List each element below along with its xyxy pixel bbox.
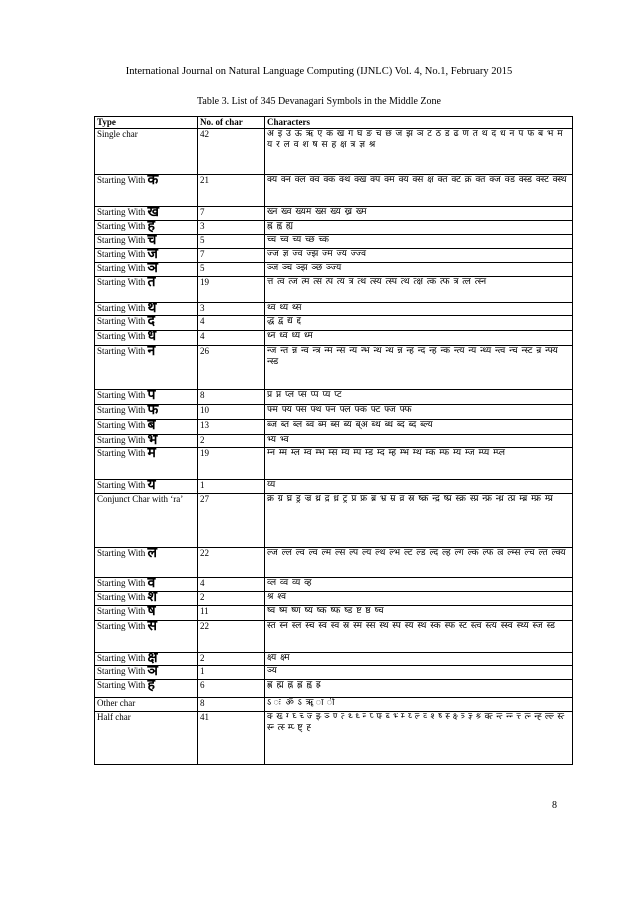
- row-characters: च्च च्व च्य च्छ च्क: [265, 235, 573, 249]
- row-type: Starting With: [97, 666, 146, 676]
- row-type-cell: [95, 592, 198, 606]
- row-lead-char: ञ: [147, 261, 158, 276]
- row-lead-char: स: [147, 619, 157, 634]
- table-row: [95, 207, 573, 221]
- row-type-cell: [95, 548, 198, 578]
- journal-header: International Journal on Natural Language Computing (IJNLC) Vol. 4, No.1, February 2015: [125, 66, 513, 77]
- row-type-cell: [95, 390, 198, 405]
- row-characters: ह्न ह्व ह्य: [265, 221, 573, 235]
- row-type: Starting With: [97, 235, 146, 245]
- row-characters: व्ल व्व व्य व्ह: [265, 578, 573, 592]
- row-characters: ख्न ख्व ख्यम ख्स ख्य ख्र ख्म: [265, 207, 573, 221]
- row-count: 22: [198, 621, 265, 653]
- table-row: [95, 480, 573, 494]
- row-type: Starting With: [97, 606, 146, 616]
- row-characters: श्र श्व: [265, 592, 573, 606]
- row-type: Starting With: [97, 548, 146, 558]
- row-type-cell: [95, 277, 198, 303]
- row-type: Starting With: [97, 303, 146, 313]
- row-lead-char: प: [147, 388, 156, 403]
- row-type: Starting With: [97, 175, 146, 185]
- row-type-cell: [95, 249, 198, 263]
- row-type: Starting With: [97, 680, 146, 690]
- row-characters: य्य: [265, 480, 573, 494]
- row-type: Starting With: [97, 390, 146, 400]
- row-lead-char: ध: [147, 329, 157, 344]
- row-type: Starting With: [97, 249, 146, 259]
- row-count: 2: [198, 435, 265, 448]
- row-characters: क्ष्य क्ष्म: [265, 653, 573, 666]
- row-count: 4: [198, 316, 265, 331]
- row-type-cell: [95, 420, 198, 435]
- row-characters: द्ध द्व द्य द्द: [265, 316, 573, 331]
- row-type: Other char: [97, 698, 136, 708]
- row-type: Single char: [97, 129, 138, 139]
- table-row: [95, 494, 573, 548]
- row-characters: भ्य भ्व: [265, 435, 573, 448]
- row-characters: फ्म फ्य फ्स फ्थ फ्न फ्ल फ्क फ्ट फ्ज फ्फ: [265, 405, 573, 420]
- row-count: 27: [198, 494, 265, 548]
- row-type-cell: [95, 221, 198, 235]
- row-count: 41: [198, 712, 265, 765]
- row-lead-char: फ: [147, 403, 159, 418]
- row-count: 2: [198, 592, 265, 606]
- row-type: Starting With: [97, 578, 146, 588]
- row-type-cell: [95, 405, 198, 420]
- table-row: [95, 390, 573, 405]
- row-characters: ब्ज ब्त ब्ल ब्व ब्म ब्स ब्य ब्अ ब्थ ब्ध ब्द ब्द ब्ल्य: [265, 420, 573, 435]
- row-type: Starting With: [97, 405, 146, 415]
- row-type: Half char: [97, 712, 131, 722]
- row-count: 1: [198, 480, 265, 494]
- table-row: [95, 303, 573, 316]
- row-type-cell: [95, 346, 198, 390]
- row-type: Starting With: [97, 480, 146, 490]
- row-type-cell: [95, 448, 198, 480]
- table-row: [95, 578, 573, 592]
- row-type-cell: [95, 653, 198, 666]
- row-characters: ञ्ज ञ्च ञ्झ ञ्छ ञ्ज्य: [265, 263, 573, 277]
- row-type: Conjunct Char with ‘ra’: [97, 494, 184, 504]
- column-header-type: Type: [95, 117, 198, 129]
- row-type-cell: [95, 666, 198, 680]
- row-type: Starting With: [97, 207, 146, 217]
- row-type-cell: [95, 494, 198, 548]
- row-count: 26: [198, 346, 265, 390]
- row-count: 21: [198, 175, 265, 207]
- column-header-count: No. of char: [198, 117, 265, 129]
- table-row: [95, 420, 573, 435]
- row-type-cell: [95, 263, 198, 277]
- table-row: [95, 221, 573, 235]
- symbols-table: [94, 116, 573, 765]
- row-characters: म्न म्म म्ल म्व म्भ म्स म्य म्प म्ड म्द म्ह म्भ म्थ म्क म्फ म्य म्ज म्प्य म्प्ल: [265, 448, 573, 480]
- row-lead-char: ह: [147, 678, 155, 693]
- table-row: [95, 346, 573, 390]
- row-type-cell: [95, 175, 198, 207]
- row-lead-char: थ: [147, 301, 157, 316]
- row-characters: ह्ण ह्म ह्न ह्ल ह्व ह्र: [265, 680, 573, 698]
- row-lead-char: ञ: [147, 664, 158, 679]
- row-type-cell: [95, 578, 198, 592]
- table-row: [95, 235, 573, 249]
- table-row: [95, 316, 573, 331]
- row-characters: स्त स्न स्ल स्च स्व स्व स्र स्म स्स स्थ स्प स्य स्थ स्क स्फ स्ट स्त्व स्त्य स्स्व स्थ्य स्ज स्ड: [265, 621, 573, 653]
- table-caption: Table 3. List of 345 Devanagari Symbols in the Middle Zone: [197, 96, 441, 107]
- table-row: [95, 621, 573, 653]
- row-count: 3: [198, 303, 265, 316]
- table-row: [95, 405, 573, 420]
- row-type-cell: [95, 680, 198, 698]
- row-lead-char: त: [147, 275, 156, 290]
- table-body: [95, 129, 573, 765]
- row-type: Starting With: [97, 592, 146, 602]
- row-type-cell: [95, 712, 198, 765]
- row-lead-char: क्ष: [147, 651, 158, 666]
- row-lead-char: श: [147, 590, 158, 605]
- row-type-cell: [95, 480, 198, 494]
- row-type-cell: [95, 207, 198, 221]
- row-type-cell: [95, 606, 198, 621]
- row-type: Starting With: [97, 346, 146, 356]
- row-characters: प्र प्न प्ल प्स प्प प्य प्ट: [265, 390, 573, 405]
- row-lead-char: य: [147, 478, 156, 493]
- row-lead-char: म: [147, 446, 156, 461]
- row-type-cell: [95, 316, 198, 331]
- row-lead-char: ष: [147, 604, 156, 619]
- row-lead-char: ब: [147, 418, 156, 433]
- row-characters: ल्ज ल्ल ल्व ल्व ल्म ल्स ल्प ल्य ल्थ ल्भ ल्ट ल्ड ल्द ल्ह ल्ग ल्क ल्फ ल्र ल्म्स ल्च ल्त ल्क्य: [265, 548, 573, 578]
- row-type-cell: [95, 303, 198, 316]
- table-row: [95, 249, 573, 263]
- row-lead-char: क: [147, 173, 159, 188]
- row-characters: ञ्य: [265, 666, 573, 680]
- row-type: Starting With: [97, 653, 146, 663]
- row-characters: ज्ज ज्ञ ज्व ज्झ ज्म ज्य ज्ज्व: [265, 249, 573, 263]
- row-count: 1: [198, 666, 265, 680]
- row-lead-char: ह: [147, 219, 155, 234]
- row-lead-char: च: [147, 233, 157, 248]
- row-lead-char: व: [147, 576, 156, 591]
- row-type: Starting With: [97, 448, 146, 458]
- row-count: 19: [198, 277, 265, 303]
- row-type: Starting With: [97, 277, 146, 287]
- row-lead-char: द: [147, 314, 155, 329]
- row-characters: ऽ ः ॐ ऽ ॠ ा ी: [265, 698, 573, 712]
- table-header-row: [95, 117, 573, 129]
- row-count: 8: [198, 698, 265, 712]
- row-type: Starting With: [97, 621, 146, 631]
- row-characters: अ इ उ ऊ ऋ ए क ख ग घ ङ च छ ज झ ञ ट ठ ड ढ ण त थ द ध न प फ ब भ म य र ल व श ष स ह क्ष त्र ज्ञ श्र: [265, 129, 573, 175]
- row-lead-char: भ: [147, 433, 158, 448]
- table-row: [95, 263, 573, 277]
- row-count: 19: [198, 448, 265, 480]
- row-type: Starting With: [97, 435, 146, 445]
- table-row: [95, 331, 573, 346]
- row-lead-char: ज: [147, 247, 158, 262]
- row-count: 42: [198, 129, 265, 175]
- row-type: Starting With: [97, 420, 146, 430]
- table-row: [95, 698, 573, 712]
- row-count: 11: [198, 606, 265, 621]
- row-lead-char: ख: [147, 205, 159, 220]
- row-type: Starting With: [97, 221, 146, 231]
- table-row: [95, 448, 573, 480]
- row-characters: ध्न ध्व ध्य ध्म: [265, 331, 573, 346]
- table-row: [95, 435, 573, 448]
- row-count: 5: [198, 263, 265, 277]
- row-type: Starting With: [97, 263, 146, 273]
- column-header-characters: Characters: [265, 117, 573, 129]
- row-count: 22: [198, 548, 265, 578]
- row-type-cell: [95, 235, 198, 249]
- row-count: 4: [198, 331, 265, 346]
- row-type-cell: [95, 621, 198, 653]
- row-characters: क्‍ ख्‍ ग्‍ घ्‍ च्‍ ज्‍ झ्‍ ञ्‍ ण्‍ त्‍ थ्‍ ध्‍ न्‍ प्‍ फ्‍ ब्‍ भ्‍ म्‍ य्‍ ल्‍ व्‍ श्‍ ष्‍ स्‍ क्ष्‍ त्र्‍ ज्ञ्‍ श्र्‍ क्त्‍ न्त्‍ न्न्‍ त्त्‍ त्न्‍ न्ह्‍ ल्ल्‍ स्त्‍ स्न्‍ त्स्‍ म्प्‍ ष्ट्‍ ह्‍: [265, 712, 573, 765]
- table-row: [95, 606, 573, 621]
- row-count: 8: [198, 390, 265, 405]
- row-type-cell: [95, 698, 198, 712]
- row-type-cell: [95, 129, 198, 175]
- table-row: [95, 175, 573, 207]
- row-lead-char: ल: [147, 546, 157, 561]
- row-characters: क्य क्न क्ल क्व क्क क्थ क्ख क्प क्म क्य क्स क्ष क्त क्ट क्र क्त क्ज क्ड क्स्ड क्स्ट क्स्थ: [265, 175, 573, 207]
- row-lead-char: न: [147, 344, 156, 359]
- row-count: 5: [198, 235, 265, 249]
- row-type-cell: [95, 331, 198, 346]
- table-row: [95, 680, 573, 698]
- row-type: Starting With: [97, 316, 146, 326]
- row-type: Starting With: [97, 331, 146, 341]
- page-number: 8: [552, 800, 557, 811]
- row-characters: न्ज न्त न्न न्व न्त्र न्म न्स न्य न्भ न्थ न्ध न्न न्ह न्द न्ह न्क न्त्य न्य न्ध्य न्त्व न्च न्स्ट न्र न्फ्य न्स्ड: [265, 346, 573, 390]
- row-characters: क्र ग्र घ्र ड्र ज्र थ्र द्र ध्र ट्र प्र फ्र ब्र भ्र म्र व्र स्र ष्क्र न्द्र ष्प्र स्क्र स्प्र न्फ्र न्ध्र त्प्र म्ब्र म्फ्र म्प्र: [265, 494, 573, 548]
- row-characters: त्त त्व त्ज त्म त्स त्प त्य त्र त्थ त्स्य त्स्प त्थ त्क्ष त्क त्फ त्र त्ल त्स्न: [265, 277, 573, 303]
- row-count: 4: [198, 578, 265, 592]
- table-row: [95, 277, 573, 303]
- table-row: [95, 653, 573, 666]
- table-row: [95, 129, 573, 175]
- table-row: [95, 712, 573, 765]
- row-count: 13: [198, 420, 265, 435]
- row-count: 7: [198, 249, 265, 263]
- row-count: 3: [198, 221, 265, 235]
- row-type-cell: [95, 435, 198, 448]
- table-row: [95, 666, 573, 680]
- row-count: 7: [198, 207, 265, 221]
- row-count: 2: [198, 653, 265, 666]
- table-row: [95, 592, 573, 606]
- row-characters: थ्व थ्य थ्स: [265, 303, 573, 316]
- row-count: 10: [198, 405, 265, 420]
- row-characters: ष्व ष्म ष्ण ष्य ष्क ष्फ ष्ड ष्ट ष्ठ ष्च: [265, 606, 573, 621]
- row-count: 6: [198, 680, 265, 698]
- table-row: [95, 548, 573, 578]
